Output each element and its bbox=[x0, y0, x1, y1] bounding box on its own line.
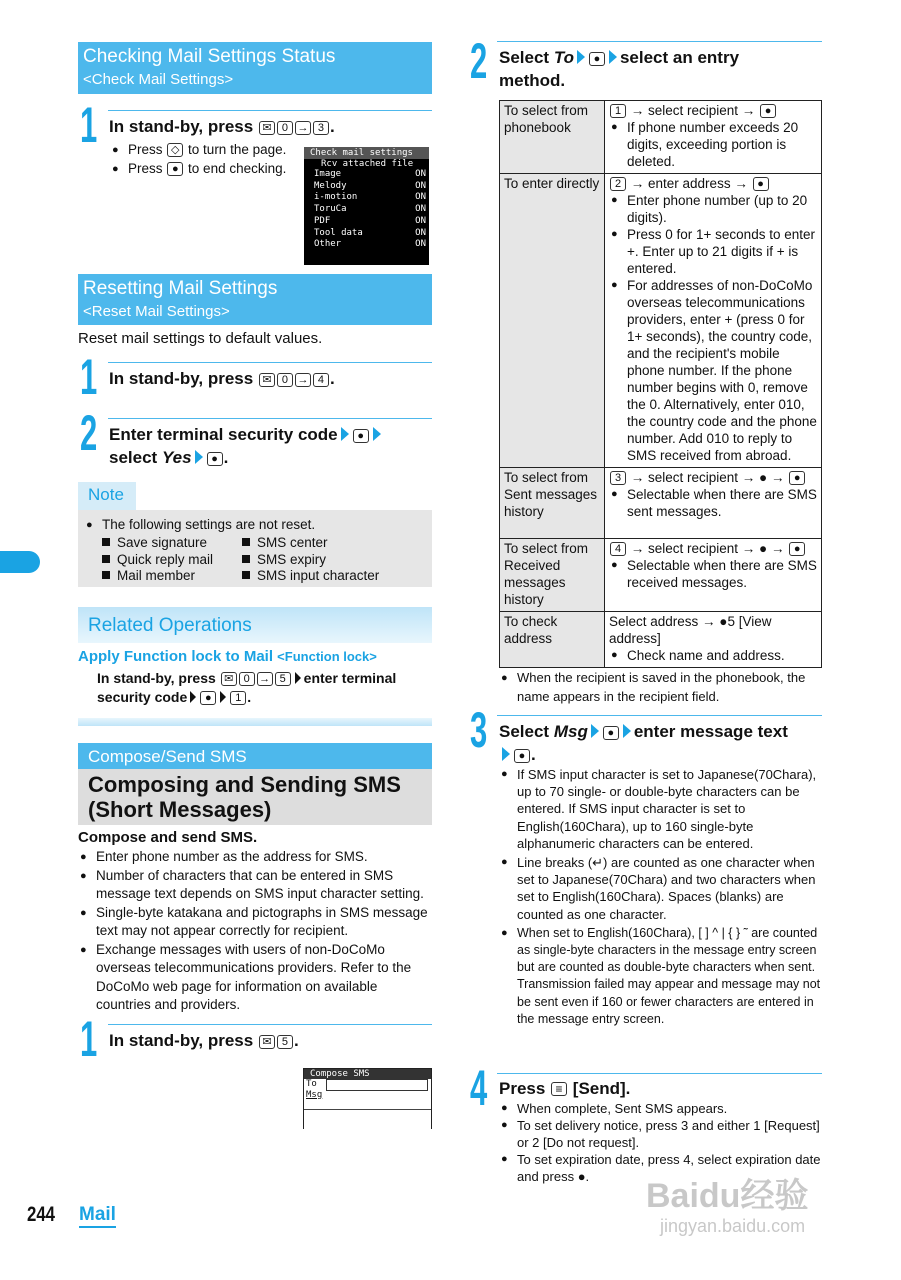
list-item: ● When set to English(160Chara), [ ] ^ | { } ˜ are counted as single-byte characters in the message entry screen but are counted as double-byte characters when sent. Transmission failed may appear and message may not be sent even if 160 or fewer characters are entered in the message entry screen. bbox=[499, 925, 822, 1028]
key-arrow: → bbox=[295, 121, 311, 135]
arrow-icon bbox=[195, 450, 203, 464]
step3-bullets bbox=[499, 766, 822, 1028]
center-key-icon: ● bbox=[603, 726, 619, 740]
table-label: To enter directly bbox=[500, 174, 605, 468]
table-cell: 1 → select recipient → ● ● If phone number exceeds 20 digits, exceeding portion is deleted. bbox=[605, 101, 822, 174]
reset-intro: Reset mail settings to default values. bbox=[78, 330, 323, 347]
step-number-4: 4 bbox=[470, 1060, 488, 1116]
related-subhead: Apply Function lock to Mail <Function lock> bbox=[78, 648, 377, 665]
reset-settings-band bbox=[78, 274, 432, 325]
screen-row: Melody ON bbox=[314, 180, 426, 191]
key-3: 3 bbox=[610, 471, 626, 485]
step-number-1: 1 bbox=[80, 349, 98, 405]
table-row bbox=[500, 174, 822, 468]
center-key-icon: ● bbox=[760, 104, 776, 118]
section-title: Resetting Mail Settings bbox=[83, 278, 278, 299]
list-item: ● Exchange messages with users of non-DoCoMo overseas telecommunications providers. Refer to the DoCoMo web page for information on available countries and providers. bbox=[78, 941, 432, 1015]
step-divider bbox=[108, 110, 432, 111]
table-label: To select from phonebook bbox=[500, 101, 605, 174]
compose-step-1: In stand-by, press ✉ 5 . bbox=[109, 1031, 299, 1050]
step-number-2: 2 bbox=[80, 405, 98, 461]
arrow-icon bbox=[502, 747, 510, 761]
mail-key-icon: ✉ bbox=[259, 373, 275, 387]
key-5: 5 bbox=[277, 1035, 293, 1049]
step-divider bbox=[497, 1073, 822, 1074]
related-operations-header: Related Operations bbox=[78, 607, 432, 643]
table-row bbox=[500, 612, 822, 668]
related-footer-bar bbox=[78, 718, 432, 726]
check-settings-screen bbox=[304, 147, 429, 265]
table-row bbox=[500, 101, 822, 174]
after-table-note bbox=[499, 669, 822, 706]
related-steps: In stand-by, press ✉ 0 → 5 enter terminal security code ● 1 . bbox=[97, 670, 397, 705]
page-number: 244 bbox=[27, 1203, 56, 1226]
screen-title: Check mail settings bbox=[304, 147, 429, 159]
key-1: 1 bbox=[610, 104, 626, 118]
list-item: ● To set delivery notice, press 3 and either 1 [Request] or 2 [Do not request]. bbox=[499, 1117, 822, 1151]
key-0: 0 bbox=[277, 373, 293, 387]
step-number-1: 1 bbox=[80, 97, 98, 153]
list-item: ● Single-byte katakana and pictographs in SMS message text may not appear correctly for recipient. bbox=[78, 904, 432, 941]
table-cell: 2 → enter address → ● ● Enter phone number (up to 20 digits). ● Press 0 for 1+ seconds to enter +. Enter up to 21 digits if + is entered. ● For addresses of non-DoCoMo overseas telecommunications providers, enter + (press 0 for 1+ seconds), the country code, and the recipient's mobile phone number. If the phone number begins with 0, remove the 0. Alternatively, enter 010, the country code and the phone number. Add 010 to reply to SMS received from abroad. bbox=[605, 174, 822, 468]
compose-bullets bbox=[78, 848, 432, 1015]
list-item: ● Press 0 for 1+ seconds to enter +. Enter up to 21 digits if + is entered. bbox=[609, 226, 817, 277]
note-intro: ● The following settings are not reset. bbox=[84, 516, 315, 535]
key-arrow: → bbox=[295, 373, 311, 387]
section-subtitle: <Reset Mail Settings> bbox=[83, 303, 230, 320]
mail-key-icon: ✉ bbox=[259, 1035, 275, 1049]
step-number-2: 2 bbox=[470, 33, 488, 89]
table-label: To select from Sent messages history bbox=[500, 468, 605, 539]
key-4: 4 bbox=[313, 373, 329, 387]
compose-title: Composing and Sending SMS (Short Messages) bbox=[78, 769, 432, 825]
center-key-icon: ● bbox=[589, 52, 605, 66]
arrow-icon bbox=[591, 724, 599, 738]
compose-lead: Compose and send SMS. bbox=[78, 829, 258, 846]
list-item: ● If phone number exceeds 20 digits, exceeding portion is deleted. bbox=[609, 119, 817, 170]
list-item: ● For addresses of non-DoCoMo overseas telecommunications providers, enter + (press 0 for 1+ seconds), the country code, and the recipient's mobile phone number. If the phone number begins with 0, remove the 0. Alternatively, enter 010, the country code and the phone number. Add 010 to reply to SMS received from abroad. bbox=[609, 277, 817, 464]
center-key-icon: ● bbox=[514, 749, 530, 763]
arrow-icon bbox=[341, 427, 349, 441]
step-divider bbox=[108, 1024, 432, 1025]
mail-key-icon: ✉ bbox=[259, 121, 275, 135]
check-step-1: In stand-by, press ✉ 0 → 3 . bbox=[109, 117, 335, 136]
table-row bbox=[500, 468, 822, 539]
chapter-tab bbox=[0, 551, 40, 573]
key-arrow: → bbox=[257, 672, 273, 686]
list-item: ● Enter phone number (up to 20 digits). bbox=[609, 192, 817, 226]
key-2: 2 bbox=[610, 177, 626, 191]
arrow-icon bbox=[220, 691, 226, 703]
list-item: ● If SMS input character is set to Japanese(70Chara), up to 70 single- or double-byte characters can be entered. If SMS input character is set to English(160Chara), up to 160 single-byte alphanumeric characters can be entered. bbox=[499, 766, 822, 852]
list-item: ● To set expiration date, press 4, select expiration date and press ●. bbox=[499, 1151, 822, 1185]
key-4: 4 bbox=[610, 542, 626, 556]
arrow-icon bbox=[577, 50, 585, 64]
section-link[interactable]: Mail bbox=[79, 1204, 116, 1228]
list-item: ● Selectable when there are SMS received messages. bbox=[609, 557, 817, 591]
compose-section-label: Compose/Send SMS bbox=[78, 743, 432, 769]
note-col-2: SMS center SMS expiry SMS input character bbox=[242, 535, 379, 585]
arrow-icon bbox=[190, 691, 196, 703]
list-item: ● When complete, Sent SMS appears. bbox=[499, 1100, 822, 1117]
key-3: 3 bbox=[313, 121, 329, 135]
screen-row: PDF ON bbox=[314, 215, 426, 226]
step-number-1: 1 bbox=[80, 1011, 98, 1067]
list-item: ● Number of characters that can be entered in SMS message text depends on SMS input character setting. bbox=[78, 867, 432, 904]
arrow-icon bbox=[623, 724, 631, 738]
note-col-1: Save signature Quick reply mail Mail member bbox=[102, 535, 213, 585]
step-divider bbox=[108, 418, 432, 419]
check-settings-band bbox=[78, 42, 432, 94]
to-label: To bbox=[306, 1079, 317, 1089]
center-key-icon: ● bbox=[789, 542, 805, 556]
mail-key-icon: ✉ bbox=[221, 672, 237, 686]
key-0: 0 bbox=[239, 672, 255, 686]
nav-key-icon: ◇ bbox=[167, 143, 183, 157]
compose-screen bbox=[303, 1068, 432, 1129]
note-tab: Note bbox=[78, 482, 136, 510]
screen-header: Rcv attached file bbox=[321, 159, 414, 169]
table-cell: Select address → ●5 [View address] ● Check name and address. bbox=[605, 612, 822, 668]
center-key-icon: ● bbox=[753, 177, 769, 191]
msg-label: Msg bbox=[306, 1090, 323, 1100]
screen-title: Compose SMS bbox=[304, 1069, 431, 1079]
entry-method-table bbox=[499, 100, 822, 668]
screen-row: Image ON bbox=[314, 169, 426, 179]
key-5: 5 bbox=[275, 672, 291, 686]
center-key-icon: ● bbox=[200, 691, 216, 705]
list-item: ● Press ◇ to turn the page. bbox=[110, 141, 290, 160]
list-item: ● Selectable when there are SMS sent messages. bbox=[609, 486, 817, 520]
reset-step-2: Enter terminal security code ● select Yes ● . bbox=[109, 423, 384, 469]
list-item: ● Enter phone number as the address for SMS. bbox=[78, 848, 432, 867]
reset-step-1: In stand-by, press ✉ 0 → 4 . bbox=[109, 369, 335, 388]
center-key-icon: ● bbox=[207, 452, 223, 466]
compose-step-4: Press ≡ [Send]. bbox=[499, 1079, 631, 1098]
table-cell: 3 → select recipient → ● → ● ● Selectable when there are SMS sent messages. bbox=[605, 468, 822, 539]
menu-key-icon: ≡ bbox=[551, 1082, 567, 1096]
watermark-url: jingyan.baidu.com bbox=[660, 1216, 806, 1236]
section-title: Checking Mail Settings Status bbox=[83, 46, 336, 67]
screen-row: Tool data ON bbox=[314, 227, 426, 238]
key-0: 0 bbox=[277, 121, 293, 135]
note-box bbox=[78, 510, 432, 587]
step-divider bbox=[497, 715, 822, 716]
step-divider bbox=[497, 41, 822, 42]
section-subtitle: <Check Mail Settings> bbox=[83, 71, 234, 88]
center-key-icon: ● bbox=[789, 471, 805, 485]
to-field[interactable] bbox=[326, 1079, 428, 1091]
watermark-brand: Baidu经验 bbox=[646, 1177, 809, 1215]
list-item: ● Check name and address. bbox=[609, 647, 817, 664]
screen-row: i-motion ON bbox=[314, 192, 426, 203]
center-key-icon: ● bbox=[353, 429, 369, 443]
list-item: ● Line breaks (↵) are counted as one character when set to Japanese(70Chara) and two characters when set to English(160Chara). Spaces (blanks) are counted as one character. bbox=[499, 854, 822, 923]
arrow-icon bbox=[373, 427, 381, 441]
screen-row: ToruCa ON bbox=[314, 204, 426, 215]
table-label: To select from Received messages history bbox=[500, 539, 605, 612]
step-number-3: 3 bbox=[470, 702, 488, 758]
arrow-icon bbox=[295, 672, 301, 684]
compose-step-3: Select Msg ● enter message text ● . bbox=[499, 722, 788, 764]
key-1: 1 bbox=[230, 691, 246, 705]
step-divider bbox=[108, 362, 432, 363]
table-cell: 4 → select recipient → ● → ● ● Selectable when there are SMS received messages. bbox=[605, 539, 822, 612]
compose-step-2: Select To ● select an entry method. bbox=[499, 48, 740, 90]
list-item: ● Press ● to end checking. bbox=[110, 160, 290, 179]
table-row bbox=[500, 539, 822, 612]
arrow-icon bbox=[609, 50, 617, 64]
table-label: To check address bbox=[500, 612, 605, 668]
list-item: ● When the recipient is saved in the phonebook, the name appears in the recipient field. bbox=[499, 669, 822, 706]
center-key-icon: ● bbox=[167, 162, 183, 176]
screen-row: Other ON bbox=[314, 239, 426, 250]
check-bullets bbox=[110, 141, 290, 178]
